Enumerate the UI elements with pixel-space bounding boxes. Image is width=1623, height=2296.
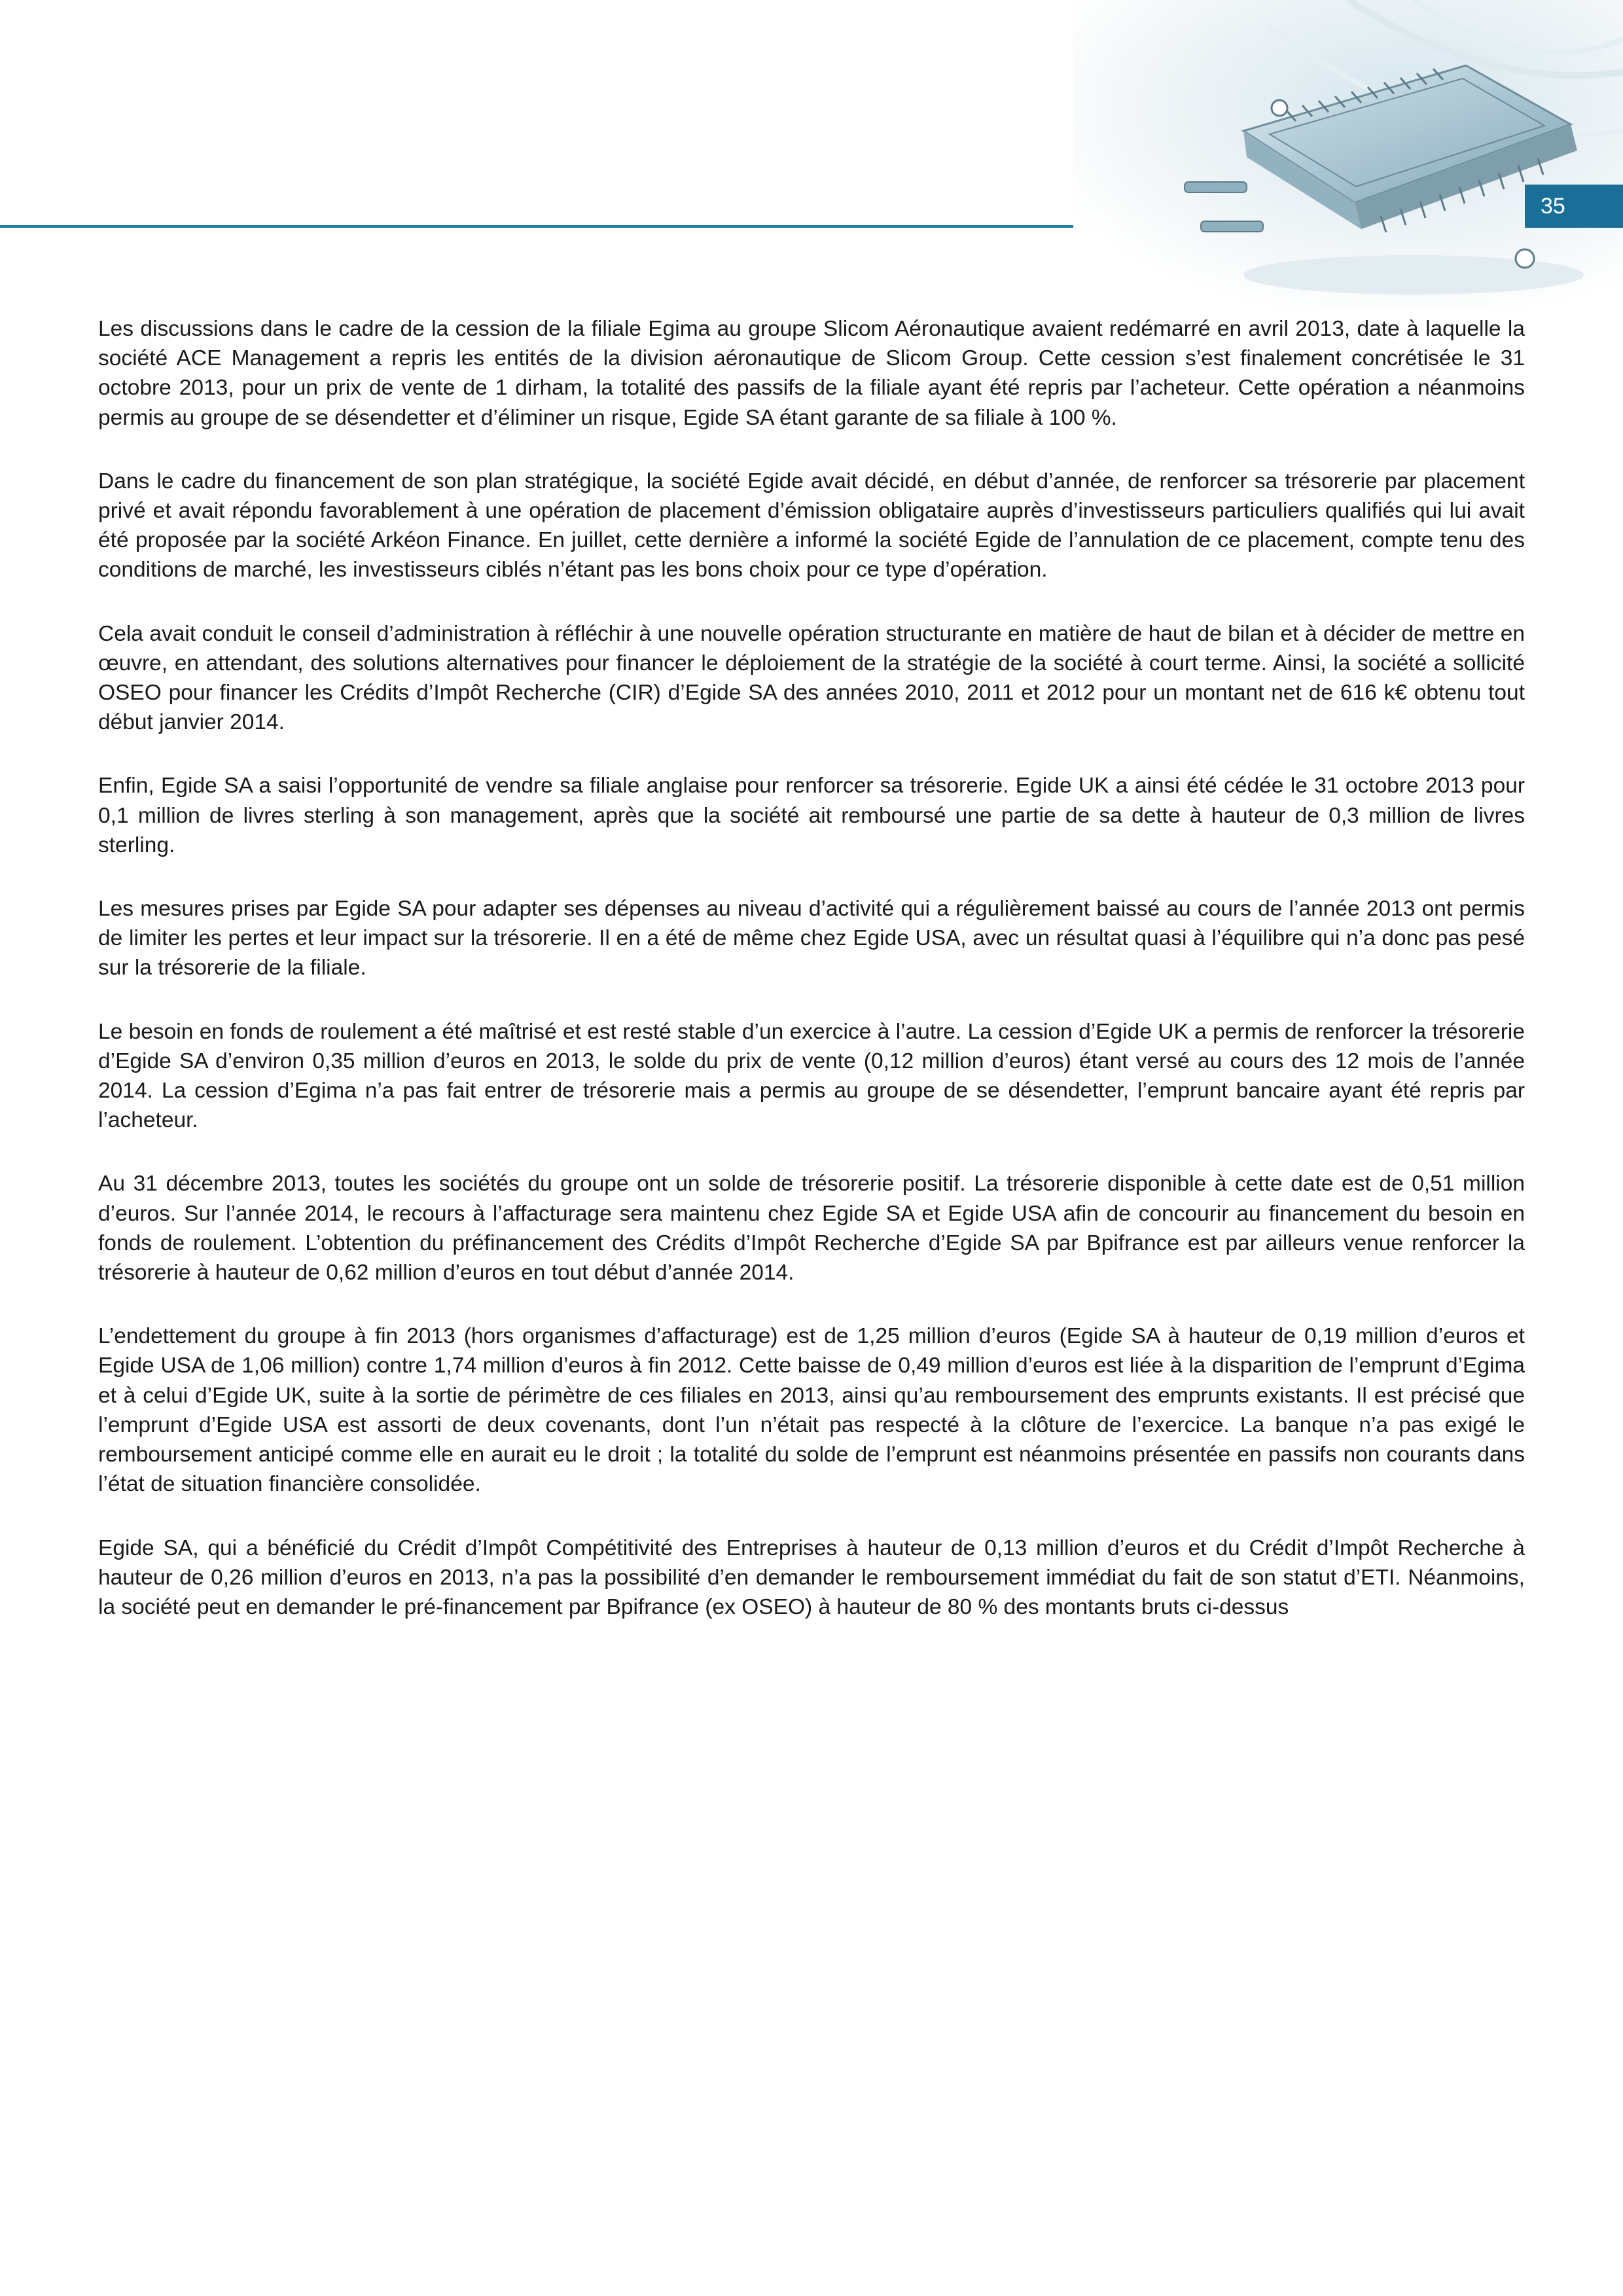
paragraph: Enfin, Egide SA a saisi l’opportunité de vendre sa filiale anglaise pour renforcer sa trésorerie. Egide UK a ainsi été cédée le 31 octobre 2013 pour 0,1 million de livres sterling à son management, après que la société ait remboursé une partie de sa dette à hauteur de 0,3 million de livres sterling.	[98, 774, 1525, 857]
paragraph: Au 31 décembre 2013, toutes les sociétés du groupe ont un solde de trésorerie positif. La trésorerie disponible à cette date est de 0,51 million d’euros. Sur l’année 2014, le recours à l’affacturage sera maintenu chez Egide SA et Egide USA afin de concourir au financement du besoin en fonds de roulement. L’obtention du préfinancement des Crédits d’Impôt Recherche d’Egide SA par Bpifrance est par ailleurs venue renforcer la trésorerie à hauteur de 0,62 million d’euros en tout début d’année 2014.	[98, 1172, 1525, 1285]
body-text	[98, 314, 1525, 1656]
paragraph: Dans le cadre du financement de son plan stratégique, la société Egide avait décidé, en début d’année, de renforcer sa trésorerie par placement privé et avait répondu favorablement à une opération de placement d’émission obligataire auprès d’investisseurs particuliers qualifiés qui lui avait été proposée par la société Arkéon Finance. En juillet, cette dernière a informé la société Egide de l’annulation de ce placement, compte tenu des conditions de marché, les investisseurs ciblés n’étant pas les bons choix pour ce type d’opération.	[98, 469, 1525, 583]
paragraph: Le besoin en fonds de roulement a été maîtrisé et est resté stable d’un exercice à l’autre. La cession d’Egide UK a permis de renforcer la trésorerie d’Egide SA d’environ 0,35 million d’euros en 2013, le solde du prix de vente (0,12 million d’euros) étant versé au cours des 12 mois de l’année 2014. La cession d’Egima n’a pas fait entrer de trésorerie mais a permis au groupe de se désendetter, l’emprunt bancaire ayant été repris par l’acheteur.	[98, 1019, 1525, 1133]
header-rule	[0, 225, 1114, 228]
paragraph: L’endettement du groupe à fin 2013 (hors organismes d’affacturage) est de 1,25 million d’euros (Egide SA à hauteur de 0,19 million d’euros et Egide USA de 1,06 million) contre 1,74 million d’euros à fin 2012. Cette baisse de 0,49 million d’euros est liée à la disparition de l’emprunt d’Egima et à celui d’Egide UK, suite à la sortie de périmètre de ces filiales en 2013, ainsi qu’au remboursement des emprunts existants. Il est précisé que l’emprunt d’Egide USA est assorti de deux covenants, dont l’un n’était pas respecté à la clôture de l’exercice. La banque n’a pas exigé le remboursement anticipé comme elle en aurait eu le droit ; la totalité du solde de l’emprunt est néanmoins présentée en passifs non courants dans l’état de situation financière consolidée.	[98, 1324, 1525, 1497]
paragraph: Les mesures prises par Egide SA pour adapter ses dépenses au niveau d’activité qui a régulièrement baissé au cours de l’année 2013 ont permis de limiter les pertes et leur impact sur la trésorerie. Il en a été de même chez Egide USA, avec un résultat quasi à l’équilibre qui n’a donc pas pesé sur la trésorerie de la filiale.	[98, 897, 1525, 980]
paragraph: Les discussions dans le cadre de la cession de la filiale Egima au groupe Slicom Aéronautique avaient redémarré en avril 2013, date à laquelle la société ACE Management a repris les entités de la division aéronautique de Slicom Group. Cette cession s’est finalement concrétisée le 31 octobre 2013, pour un prix de vente de 1 dirham, la totalité des passifs de la filiale ayant été repris par l’acheteur. Cette opération a néanmoins permis au groupe de se désendetter et d’éliminer un risque, Egide SA étant garante de sa filiale à 100 %.	[98, 317, 1525, 430]
page-number: 35	[1525, 185, 1623, 228]
electronic-component-package-icon	[1073, 0, 1623, 308]
paragraph: Cela avait conduit le conseil d’administration à réfléchir à une nouvelle opération structurante en matière de haut de bilan et à décider de mettre en œuvre, en attendant, des solutions alternatives pour financer le déploiement de la stratégie de la société à court terme. Ainsi, la société a sollicité OSEO pour financer les Crédits d’Impôt Recherche (CIR) d’Egide SA des années 2010, 2011 et 2012 pour un montant net de 616 k€ obtenu tout début janvier 2014.	[98, 621, 1525, 735]
paragraph: Egide SA, qui a bénéficié du Crédit d’Impôt Compétitivité des Entreprises à hauteur de 0,13 million d’euros et du Crédit d’Impôt Recherche à hauteur de 0,26 million d’euros en 2013, n’a pas la possibilité d’en demander le remboursement immédiat du fait de son statut d’ETI. Néanmoins, la société peut en demander le pré-financement par Bpifrance (ex OSEO) à hauteur de 80 % des montants bruts ci-dessus	[98, 1535, 1525, 1619]
